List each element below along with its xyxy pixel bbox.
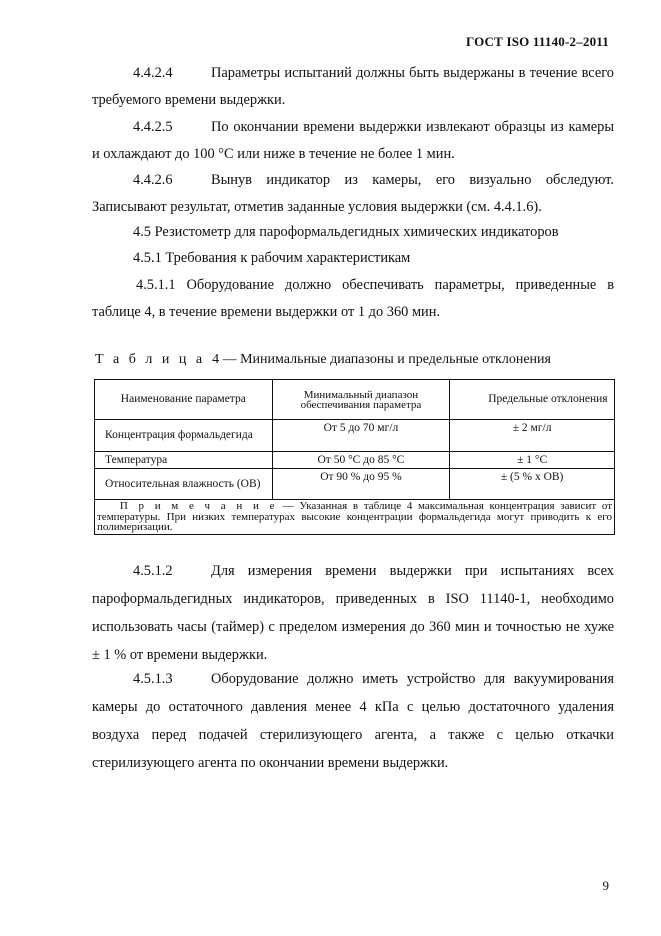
table-header-row [95,380,615,420]
table-caption-label: Т а б л и ц а [95,352,206,367]
paragraph-4512 [92,557,614,669]
cell-range: От 90 % до 95 % [272,469,450,500]
cell-range: От 50 °С до 85 °С [272,452,450,469]
table-row [95,420,615,452]
paragraph-4511: 4.5.1.1 Оборудование должно обеспечивать параметры, приведенные в таблице 4, в течение времени выдержки от 1 до 360 мин. [92,277,614,320]
page-number: 9 [602,878,609,893]
clause-number: 4.4.2.4 [133,65,173,81]
cell-param: Относительная влажность (ОВ) [95,469,273,500]
cell-range: От 5 до 70 мг/л [272,420,450,452]
cell-tolerance: ± 1 °С [450,452,615,469]
clause-text: По окончании времени выдержки извлекают образцы из камеры и охлаждают до 100 °С или ниже в течение не более 1 мин. [92,119,614,162]
clause-text: Параметры испытаний должны быть выдержаны в течение всего требуемого времени выдержки. [92,65,614,108]
paragraph-4425 [92,114,614,167]
clause-number: 4.4.2.6 [133,172,173,188]
parameters-table [94,379,615,535]
subsection-heading: 4.5.1 Требования к рабочим характеристикам [133,250,411,266]
clause-text: Оборудование должно иметь устройство для вакуумирования камеры до остаточного давления менее 4 кПа с целью достаточного удаления воздуха перед подачей стерилизующего агента, а также с целью откачки стерилизующего агента по окончании времени выдержки. [92,671,614,771]
table-note-row [95,500,615,535]
paragraph-4513 [92,665,614,777]
document-header: ГОСТ ISO 11140-2–2011 [465,34,609,49]
table-caption [95,352,551,368]
note-label: П р и м е ч а н и е [119,500,277,512]
paragraph-4426 [92,167,614,220]
clause-number: 4.5.1.3 [133,671,173,687]
clause-text: Для измерения времени выдержки при испытаниях всех пароформальдегидных индикаторов, приведенных в ISO 11140-1, необходимо использовать часы (таймер) с пределом измерения до 360 мин и точностью не хуже ± 1 % от времени выдержки. [92,563,614,663]
header-tolerance: Предельные отклонения [450,380,615,420]
header-parameter: Наименование параметра [95,380,273,420]
clause-text: Вынув индикатор из камеры, его визуально обследуют. Записывают результат, отметив заданные условия выдержки (см. 4.4.1.6). [92,172,614,215]
table-row [95,469,615,500]
table-caption-text: 4 — Минимальные диапазоны и предельные отклонения [212,352,551,367]
table-note [95,500,615,535]
cell-param: Температура [95,452,273,469]
clause-number: 4.5.1.2 [133,563,173,579]
section-heading: 4.5 Резистометр для пароформальдегидных химических индикаторов [133,224,559,240]
clause-number: 4.4.2.5 [133,119,173,135]
table-row [95,452,615,469]
cell-tolerance: ± (5 % х ОВ) [450,469,615,500]
note-text: — Указанная в таблице 4 максимальная концентрация зависит от температуры. При низких температурах высокие концентрации формальдегида могут приводить к его полимеризации. [97,500,613,533]
header-range: Минимальный диапазон обеспечивания параметра [272,380,450,420]
cell-tolerance: ± 2 мг/л [450,420,615,452]
paragraph-4424 [92,60,614,113]
cell-param: Концентрация формальдегида [95,420,273,452]
